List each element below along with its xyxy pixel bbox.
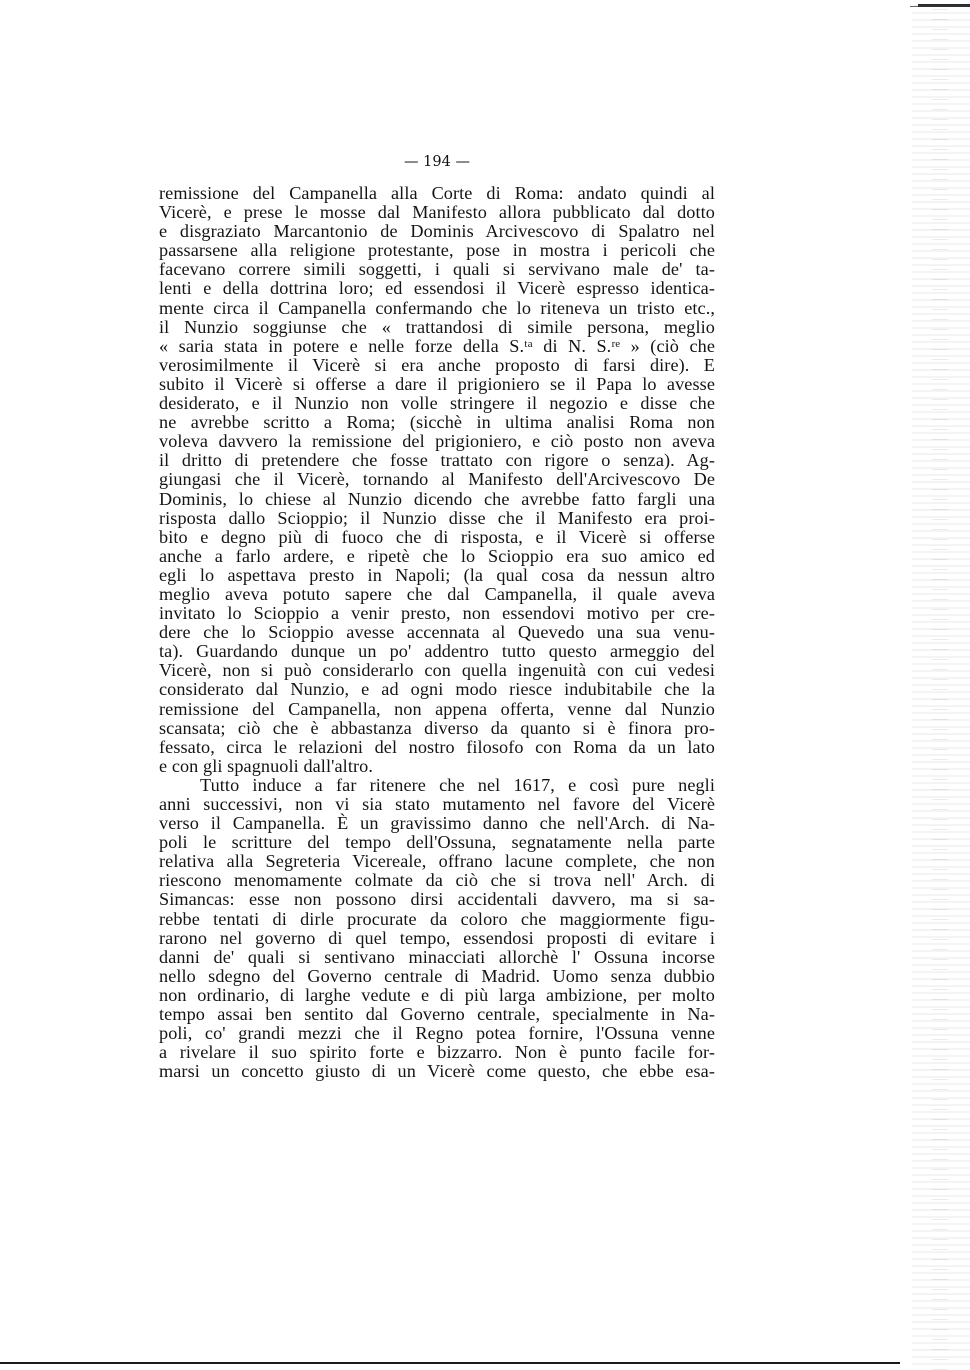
text-line: anni successivi, non vi sia stato mutamento nel favore del Vicerè: [159, 794, 715, 814]
text-line: nello sdegno del Governo centrale di Madrid. Uomo senza dubbio: [159, 965, 715, 986]
text-line: dere che lo Scioppio avesse accennata al Quevedo una sua venu-: [159, 622, 715, 643]
text-line: poli, co' grandi mezzi che il Regno potea fornire, l'Ossuna venne: [159, 1023, 715, 1044]
text-line: Vicerè, non si può considerarlo con quella ingenuità con cui vedesi: [159, 660, 715, 681]
page-body-text: [159, 184, 715, 1081]
text-line: tempo assai ben sentito dal Governo centrale, specialmente in Na-: [159, 1004, 715, 1025]
text-line: il Nunzio soggiunse che « trattandosi di simile persona, meglio: [159, 316, 715, 337]
text-line: remissione del Campanella, non appena offerta, venne dal Nunzio: [159, 698, 715, 719]
text-line: poli le scritture del tempo dell'Ossuna, segnatamente nella parte: [159, 832, 715, 853]
text-line: non ordinario, di larghe vedute e di più larga ambizione, per molto: [159, 984, 715, 1005]
text-line: Tutto induce a far ritenere che nel 1617, e così pure negli: [200, 774, 715, 795]
text-line: giungasi che il Vicerè, tornando al Manifesto dell'Arcivescovo De: [159, 469, 715, 490]
scan-edge-bottom: [0, 1362, 900, 1364]
text-line: passarsene alla religione protestante, pose in mostra i pericoli che: [159, 240, 715, 261]
text-line: e disgraziato Marcantonio de Dominis Arcivescovo di Spalatro nel: [159, 221, 715, 242]
text-line: mente circa il Campanella confermando che lo riteneva un tristo etc.,: [159, 297, 715, 318]
paragraph: [159, 776, 715, 1082]
text-line: scansata; ciò che è abbastanza diverso da quanto si è finora pro-: [159, 717, 715, 738]
text-line: risposta dallo Scioppio; il Nunzio disse che il Manifesto era proi-: [159, 507, 715, 528]
text-line: riescono menomamente colmate da ciò che si trova nell' Arch. di: [159, 870, 715, 891]
text-line: il dritto di pretendere che fosse trattato con rigore o senza). Ag-: [159, 450, 715, 471]
text-line: marsi un concetto giusto di un Vicerè come questo, che ebbe esa-: [159, 1061, 715, 1082]
text-line: ta). Guardando dunque un po' addentro tutto questo armeggio del: [159, 641, 715, 662]
text-line: rebbe tentati di dirle procurate da coloro che maggiormente figu-: [159, 908, 715, 929]
text-line: facevano correre simili soggetti, i quali si servivano male de' ta-: [159, 259, 715, 280]
text-line: anche a farlo ardere, e ripetè che lo Scioppio era suo amico ed: [159, 545, 715, 566]
text-line: relativa alla Segreteria Vicereale, offrano lacune complete, che non: [159, 851, 715, 872]
scan-edge-right-inner: [932, 0, 948, 1370]
book-page: [159, 152, 715, 1081]
text-line: desiderato, e il Nunzio non volle stringere il negozio e disse che: [159, 393, 715, 414]
text-line: rarono nel governo di quel tempo, essendosi proposti di evitare i: [159, 927, 715, 948]
text-line: remissione del Campanella alla Corte di Roma: andato quindi al: [159, 183, 715, 203]
text-line: danni de' quali si sentivano minacciati allorchè l' Ossuna incorse: [159, 946, 715, 967]
text-line: voleva davvero la remissione del prigioniero, e ciò posto non aveva: [159, 431, 715, 452]
text-line: egli lo aspettava presto in Napoli; (la qual cosa da nessun altro: [159, 564, 715, 585]
text-line: ne avrebbe scritto a Roma; (sicchè in ultima analisi Roma non: [159, 412, 715, 433]
text-line: Simancas: esse non possono dirsi accidentali davvero, ma si sa-: [159, 889, 715, 910]
text-line: e con gli spagnuoli dall'altro.: [159, 755, 373, 776]
text-line: considerato dal Nunzio, e ad ogni modo riesce indubitabile che la: [159, 679, 715, 700]
text-line: subito il Vicerè si offerse a dare il prigioniero se il Papa lo avesse: [159, 373, 715, 394]
text-line: lenti e della dottrina loro; ed essendosi il Vicerè espresso identica-: [159, 278, 715, 299]
text-line: « saria stata in potere e nelle forze della S.ᵗᵃ di N. S.ʳᵉ » (ciò che: [159, 335, 715, 356]
text-line: bito e degno più di fuoco che di risposta, e il Vicerè si offerse: [159, 526, 715, 547]
text-line: verosimilmente il Vicerè si era anche proposto di farsi dire). E: [159, 354, 715, 375]
page-number: — 194 —: [404, 154, 470, 170]
text-line: verso il Campanella. È un gravissimo danno che nell'Arch. di Na-: [159, 813, 715, 834]
text-line: Vicerè, e prese le mosse dal Manifesto allora pubblicato dal dotto: [159, 202, 715, 223]
text-line: a rivelare il suo spirito forte e bizzarro. Non è punto facile for-: [159, 1042, 715, 1063]
text-line: fessato, circa le relazioni del nostro filosofo con Roma da un lato: [159, 736, 715, 757]
text-line: Dominis, lo chiese al Nunzio dicendo che avrebbe fatto fargli una: [159, 488, 715, 509]
paragraph: [159, 184, 715, 776]
text-line: invitato lo Scioppio a venir presto, non essendovi motivo per cre-: [159, 603, 715, 624]
text-line: meglio aveva potuto sapere che dal Campanella, il quale aveva: [159, 583, 715, 604]
